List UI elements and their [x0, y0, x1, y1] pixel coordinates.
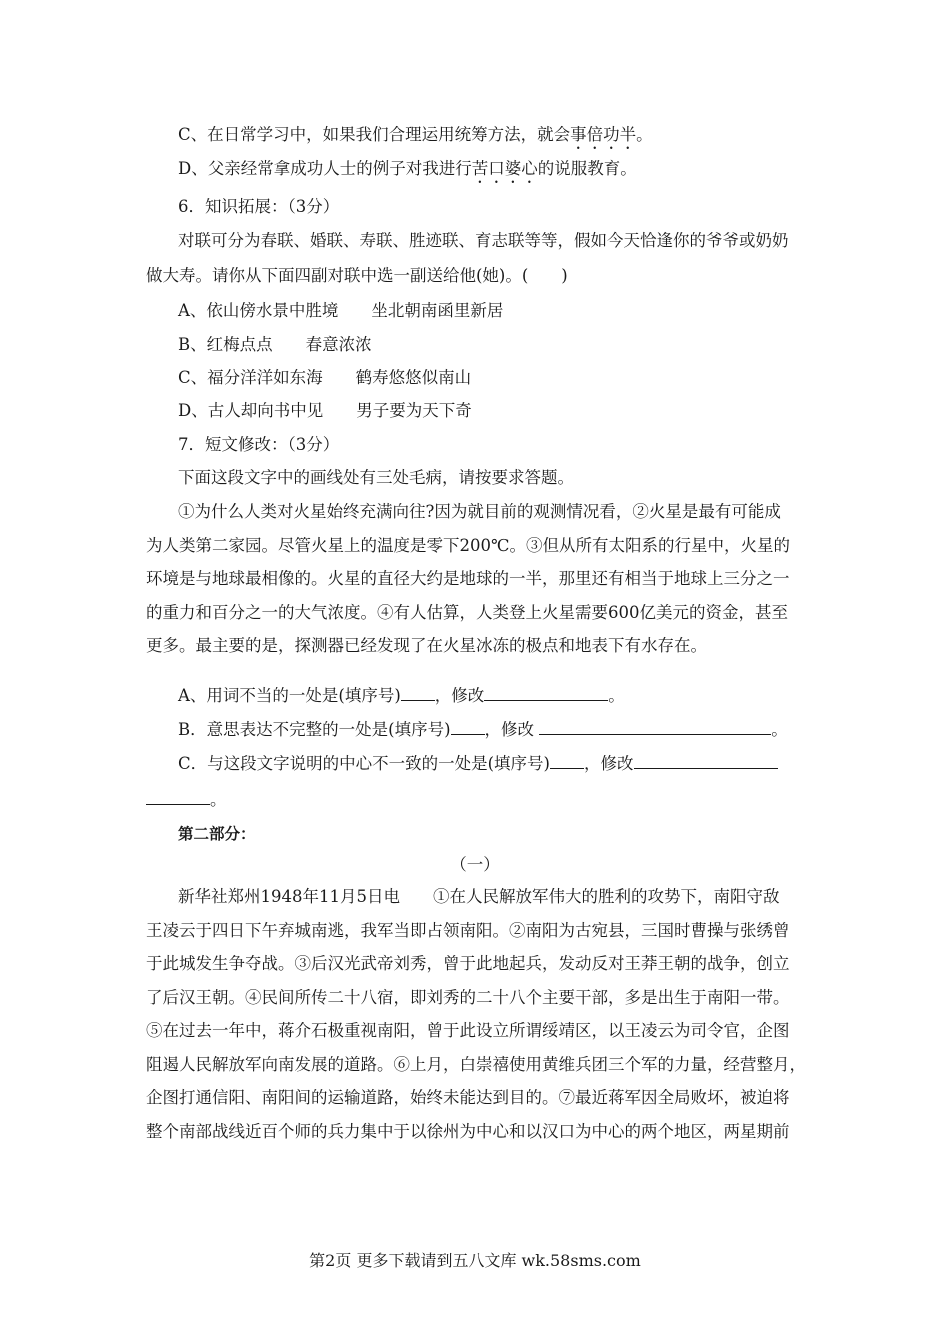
passage-line: 的重力和百分之一的大气浓度。④有人估算，人类登上火星需要600亿美元的资金，甚至: [146, 602, 788, 622]
news-line: 整个南部战线近百个师的兵力集中于以徐州为中心和以汉口为中心的两个地区，两星期前: [146, 1121, 790, 1141]
news-line: 新华社郑州1948年11月5日电 ①在人民解放军伟大的胜利的攻势下，南阳守敌: [178, 887, 780, 906]
news-line: ⑤在过去一年中，蒋介石极重视南阳，曾于此设立所谓绥靖区，以王凌云为司令官，企图: [146, 1021, 790, 1040]
question-7-intro: 下面这段文字中的画线处有三处毛病，请按要求答题。: [178, 468, 574, 487]
question-7b: [178, 718, 788, 741]
answer-blank-revision-continued[interactable]: [146, 788, 210, 805]
question-7b-mid: ，修改: [484, 720, 540, 739]
option-5d-post: 的说服教育。: [537, 159, 637, 178]
answer-blank-number[interactable]: [550, 752, 584, 769]
answer-blank-revision[interactable]: [634, 752, 778, 769]
option-5c-post: 。: [636, 125, 653, 144]
option-5c: [178, 124, 653, 153]
question-7a-end: 。: [608, 686, 625, 705]
answer-blank-number[interactable]: [451, 718, 485, 735]
question-6-option-a: A、依山傍水景中胜境 坐北朝南函里新居: [178, 301, 504, 320]
option-5c-dotted-phrase: 事倍功半: [570, 125, 637, 144]
part-2-heading: 第二部分：: [178, 825, 256, 843]
option-5d-dotted-phrase: 苦口婆心: [471, 159, 538, 178]
news-passage: [146, 880, 806, 1148]
question-7c-continued: [146, 788, 227, 811]
section-title: （一）: [450, 855, 500, 874]
question-7c-end: 。: [210, 790, 227, 809]
news-line: 王凌云于四日下午弃城南逃，我军当即占领南阳。②南阳为古宛县，三国时曹操与张绣曾: [146, 920, 790, 940]
option-5d: [178, 158, 637, 187]
passage-line: 更多。最主要的是，探测器已经发现了在火星冰冻的极点和地表下有水存在。: [146, 636, 707, 655]
news-line: 了后汉王朝。④民间所传二十八宿，即刘秀的二十八个主要干部，多是出生于南阳一带。: [146, 987, 790, 1007]
answer-blank-number[interactable]: [401, 684, 435, 701]
question-7b-end: 。: [771, 720, 788, 739]
passage-line: ①为什么人类对火星始终充满向往?因为就目前的观测情况看，②火星是最有可能成: [178, 502, 781, 521]
question-6-option-c: C、福分洋洋如东海 鹤寿悠悠似南山: [178, 368, 472, 387]
passage-line: 环境是与地球最相像的。火星的直径大约是地球的一半，那里还有相当于地球上三分之一: [146, 569, 790, 588]
option-5c-pre: C、在日常学习中，如果我们合理运用统筹方法，就会: [178, 125, 571, 144]
news-line: 于此城发生争夺战。③后汉光武帝刘秀，曾于此地起兵，发动反对王莽王朝的战争，创立: [146, 954, 790, 973]
question-6-prompt-1: 对联可分为春联、婚联、寿联、胜迹联、育志联等等，假如今天恰逢你的爷爷或奶奶: [178, 231, 789, 250]
question-6-option-d: D、古人却向书中见 男子要为天下奇: [178, 401, 472, 420]
option-5d-pre: D、父亲经常拿成功人士的例子对我进行: [178, 159, 472, 178]
question-7a-mid: ，修改: [434, 686, 485, 705]
answer-blank-revision[interactable]: [539, 718, 771, 735]
question-7c-mid: ，修改: [584, 754, 634, 773]
question-6-option-b: B、红梅点点 春意浓浓: [178, 335, 372, 354]
question-7a: [178, 684, 625, 707]
question-6-prompt-2: 做大寿。请你从下面四副对联中选一副送给他(她)。( ): [146, 266, 568, 285]
question-7b-pre: B．意思表达不完整的一处是(填序号): [178, 720, 451, 739]
question-7c-pre: C．与这段文字说明的中心不一致的一处是(填序号): [178, 754, 550, 773]
news-line: 阻遏人民解放军向南发展的道路。⑥上月，白崇禧使用黄维兵团三个军的力量，经营整月，: [146, 1054, 806, 1074]
passage-line: 为人类第二家园。尽管火星上的温度是零下200℃。③但从所有太阳系的行星中，火星的: [146, 535, 790, 555]
page-footer: 第2页 更多下载请到五八文库 wk.58sms.com: [309, 1251, 641, 1270]
question-7a-pre: A、用词不当的一处是(填序号): [178, 686, 401, 705]
news-line: 企图打通信阳、南阳间的运输道路，始终未能达到目的。⑦最近蒋军因全局败坏，被迫将: [146, 1088, 790, 1107]
question-7c: [178, 752, 778, 775]
question-7-passage: [146, 495, 806, 663]
question-7-title: 7．短文修改：（3分）: [178, 435, 340, 454]
answer-blank-revision[interactable]: [484, 684, 608, 701]
question-6-title: 6．知识拓展：（3分）: [178, 197, 340, 216]
